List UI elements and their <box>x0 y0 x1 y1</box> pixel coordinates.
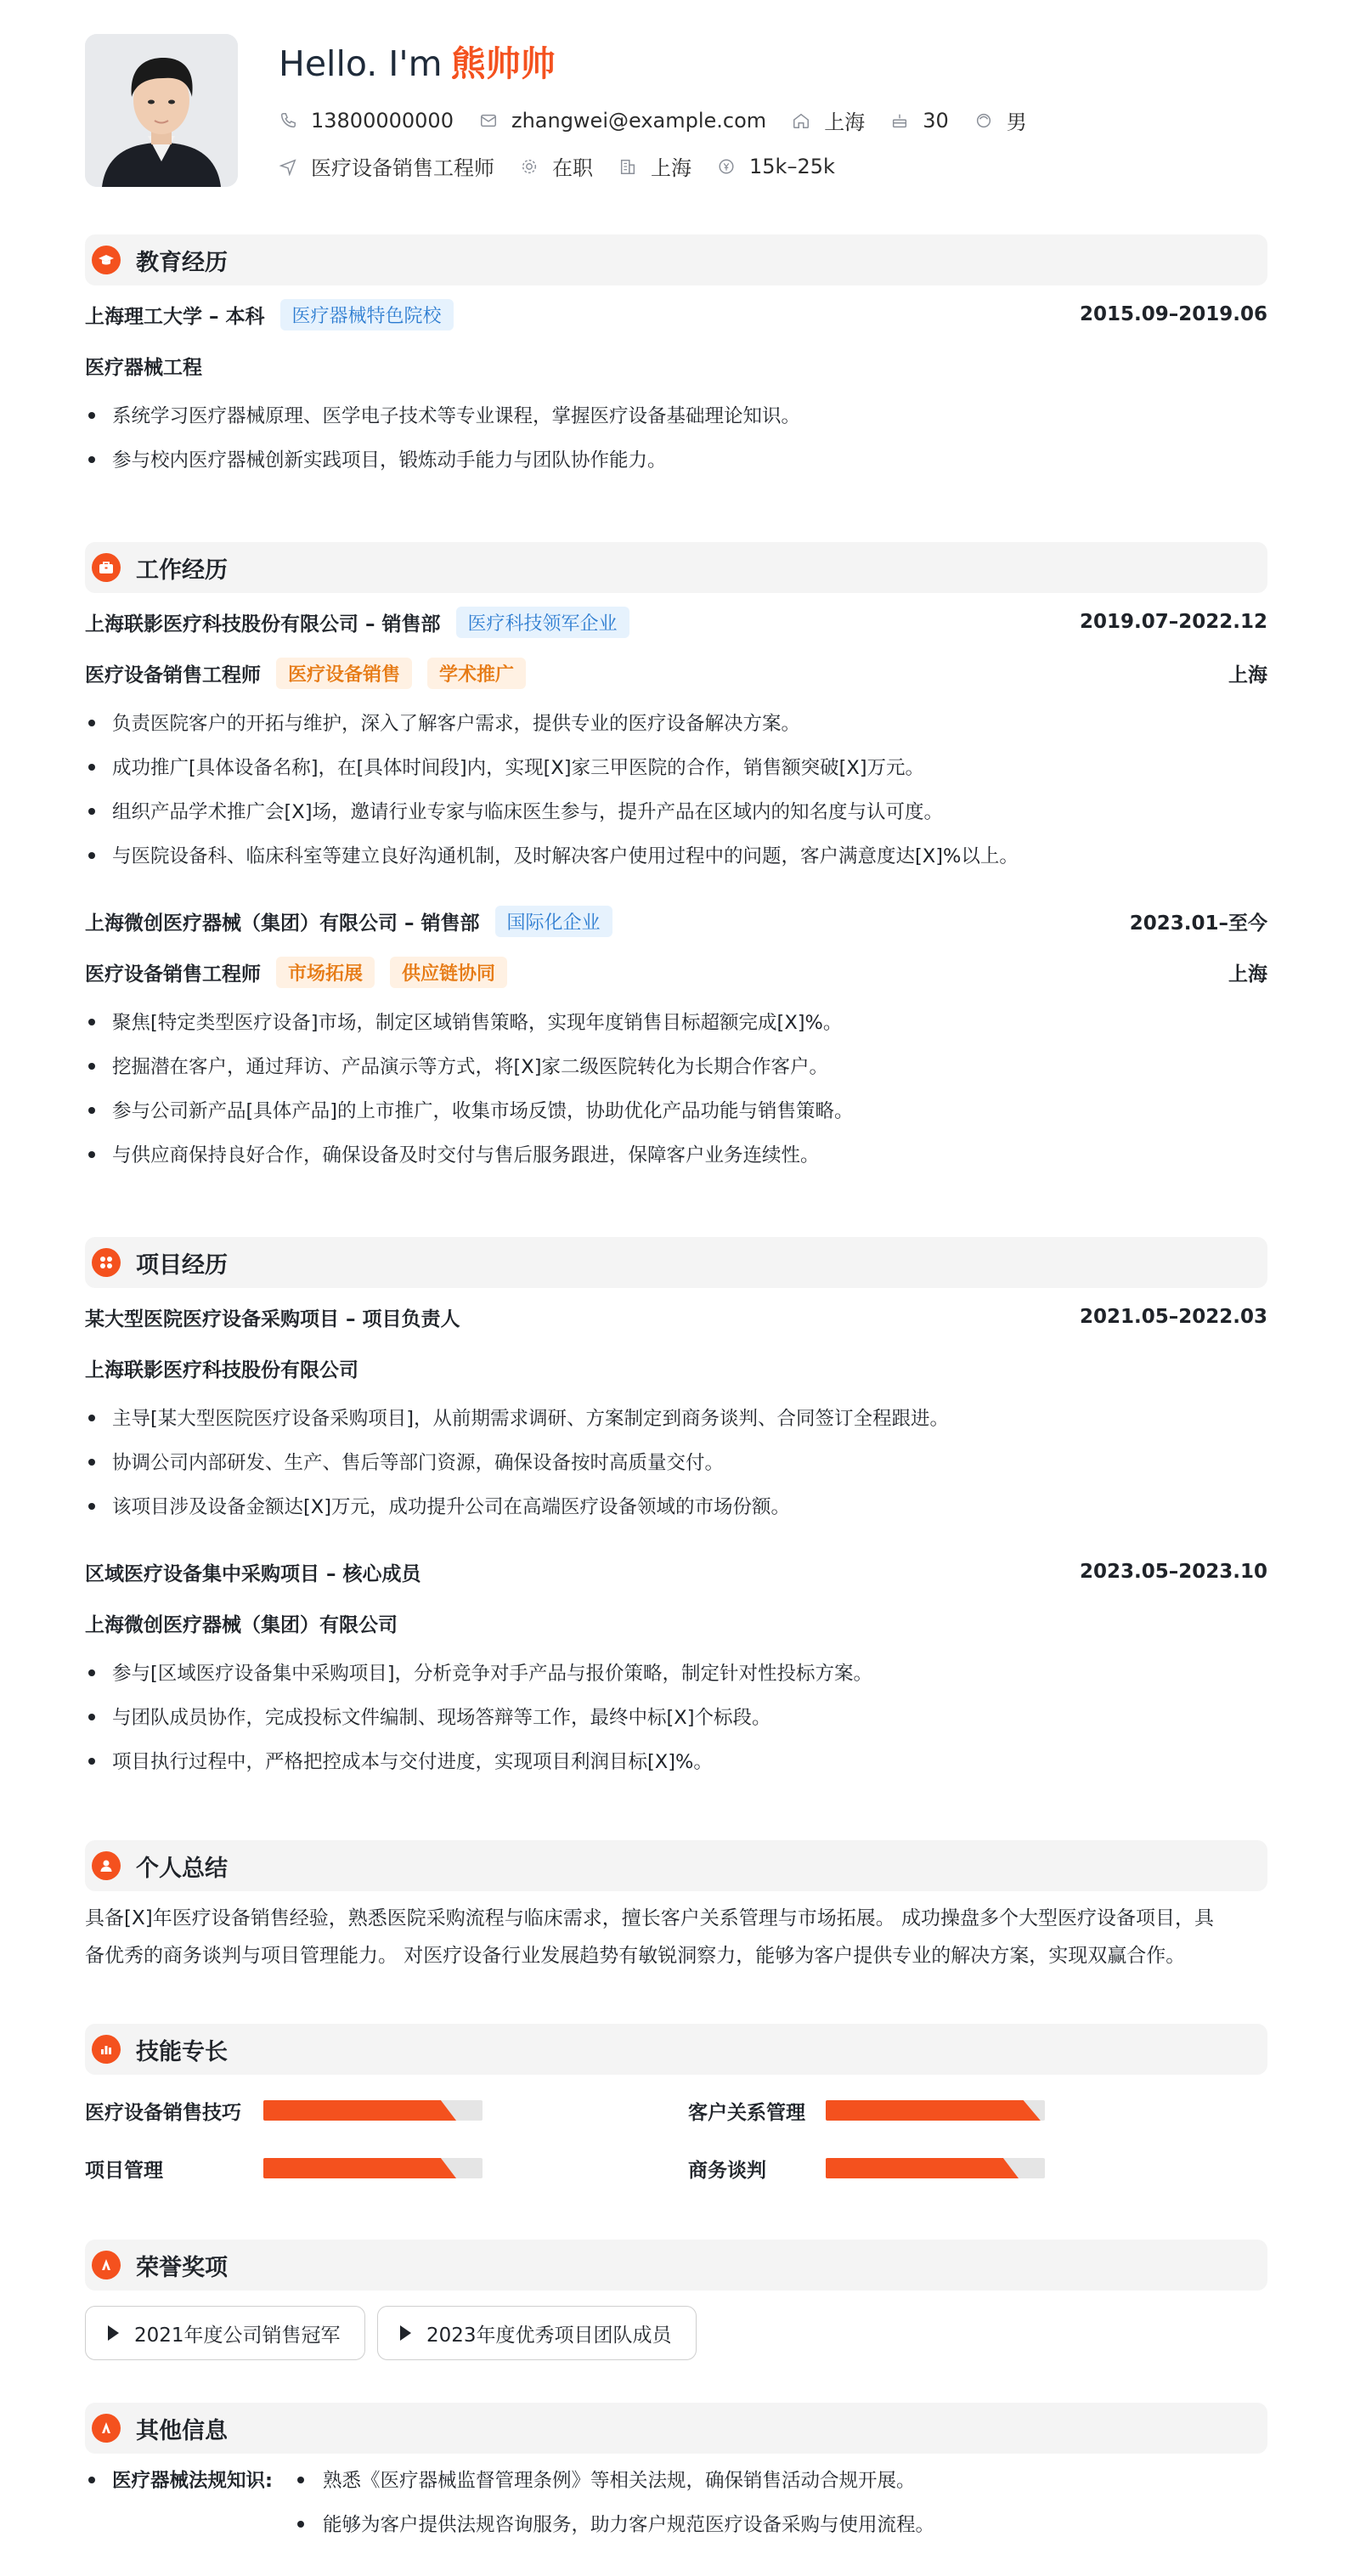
age-info <box>890 109 949 133</box>
list-item: 负责医院客户的开拓与维护，深入了解客户需求，提供专业的医疗设备解决方案。 <box>85 709 1267 736</box>
job-title-text: 医疗设备销售工程师 <box>311 156 494 180</box>
section-title: 项目经历 <box>136 1251 228 1279</box>
section-other <box>85 2403 1267 2454</box>
project-company: 上海联影医疗科技股份有限公司 <box>85 1359 358 1381</box>
role-tag: 供应链协同 <box>390 957 507 988</box>
status-text: 在职 <box>552 156 593 180</box>
list-item: 该项目涉及设备金额达[X]万元，成功提升公司在高端医疗设备领域的市场份额。 <box>85 1492 1267 1519</box>
skill-fill <box>826 2158 1019 2178</box>
skill-label: 商务谈判 <box>688 2160 766 2182</box>
list-item: 与供应商保持良好合作，确保设备及时交付与售后服务跟进，保障客户业务连续性。 <box>85 1140 1267 1167</box>
phone-icon <box>279 111 297 130</box>
section-education <box>85 234 1267 285</box>
salary-info <box>717 155 835 178</box>
role-name: 医疗设备销售工程师 <box>85 664 261 686</box>
other-info-subitem <box>85 2510 1267 2537</box>
job-row <box>279 151 861 181</box>
education-major-row <box>85 348 1267 382</box>
list-item: 聚焦[特定类型医疗设备]市场，制定区域销售策略，实现年度销售目标超额完成[X]%。 <box>85 1008 1267 1035</box>
work-period: 2019.07–2022.12 <box>1079 611 1267 633</box>
project-period: 2021.05–2022.03 <box>1079 1306 1267 1328</box>
gender-text: 男 <box>1006 110 1027 134</box>
company-tag: 国际化企业 <box>495 906 612 937</box>
role-tag: 医疗设备销售 <box>276 658 412 689</box>
bullet-dot <box>297 2521 304 2528</box>
summary-line: 具备[X]年医疗设备销售经验，熟悉医院采购流程与临床需求，擅长客户关系管理与市场拓展。 成功操盘多个大型医疗设备项目，具 <box>85 1907 1215 1929</box>
coin-icon <box>717 157 736 176</box>
list-item: 主导[某大型医院医疗设备采购项目]，从前期需求调研、方案制定到商务谈判、合同签订全程跟进。 <box>85 1404 1267 1431</box>
education-period: 2015.09–2019.06 <box>1079 303 1267 325</box>
other-item-text: 熟悉《医疗器械监督管理条例》等相关法规，确保销售活动合规开展。 <box>323 2470 916 2492</box>
section-skills <box>85 2024 1267 2075</box>
list-item: 挖掘潜在客户，通过拜访、产品演示等方式，将[X]家二级医院转化为长期合作客户。 <box>85 1052 1267 1079</box>
resume <box>85 34 1267 2536</box>
skill-fill <box>826 2100 1041 2121</box>
salary-text: 15k–25k <box>749 154 835 178</box>
other-label: 医疗器械法规知识: <box>112 2470 273 2492</box>
avatar <box>85 34 238 187</box>
section-title: 荣誉奖项 <box>136 2254 228 2281</box>
phone-info <box>279 109 454 133</box>
project-company: 上海微创医疗器械（集团）有限公司 <box>85 1613 398 1636</box>
project-name: 某大型医院医疗设备采购项目 – 项目负责人 <box>85 1308 460 1330</box>
project-company-row <box>85 1351 1267 1385</box>
other-info-item <box>85 2466 1267 2493</box>
section-project <box>85 1237 1267 1288</box>
list-item: 与团队成员协作，完成投标文件编制、现场答辩等工作，最终中标[X]个标段。 <box>85 1703 1267 1730</box>
graduation-cap-icon <box>92 246 121 274</box>
list-item: 参与[区域医疗设备集中采购项目]，分析竞争对手产品与报价策略，制定针对性投标方案。 <box>85 1658 1267 1686</box>
project-name: 区域医疗设备集中采购项目 – 核心成员 <box>85 1562 421 1585</box>
list-item: 参与公司新产品[具体产品]的上市推广，收集市场反馈，协助优化产品功能与销售策略。 <box>85 1096 1267 1123</box>
award-icon <box>92 2414 121 2443</box>
section-title: 技能专长 <box>136 2038 228 2065</box>
user-icon <box>92 1851 121 1880</box>
greeting-heading <box>279 36 556 86</box>
company-name: 上海联影医疗科技股份有限公司 – 销售部 <box>85 613 441 636</box>
company-name: 上海微创医疗器械（集团）有限公司 – 销售部 <box>85 912 480 935</box>
work-role-row <box>85 656 1267 690</box>
section-title: 教育经历 <box>136 249 228 276</box>
gear-icon <box>520 157 539 176</box>
school-name: 上海理工大学 – 本科 <box>85 305 265 328</box>
status-info <box>520 151 593 181</box>
location-text: 上海 <box>824 110 866 134</box>
skill-bar <box>826 2158 1045 2178</box>
greeting-text: Hello. I'm <box>279 43 443 84</box>
project-header <box>85 1555 1267 1589</box>
education-header <box>85 297 1267 331</box>
person-icon <box>974 111 993 130</box>
profile-header <box>85 34 1267 229</box>
award-chip <box>85 2306 365 2360</box>
gender-info <box>974 105 1027 135</box>
age-text: 30 <box>923 108 949 133</box>
list-item: 项目执行过程中，严格把控成本与交付进度，实现项目利润目标[X]%。 <box>85 1747 1267 1774</box>
play-icon <box>400 2325 411 2341</box>
summary-text <box>85 1900 1267 1974</box>
role-tag: 市场拓展 <box>276 957 375 988</box>
section-title: 工作经历 <box>136 556 228 584</box>
target-city-info <box>618 151 691 181</box>
summary-line: 备优秀的商务谈判与项目管理能力。 对医疗设备行业发展趋势有敏锐洞察力，能够为客户提供专业的解决方案，实现双赢合作。 <box>85 1945 1186 1967</box>
role-name: 医疗设备销售工程师 <box>85 963 261 986</box>
project-company-row <box>85 1606 1267 1640</box>
list-item: 成功推广[具体设备名称]，在[具体时间段]内，实现[X]家三甲医院的合作，销售额突破[X]万元。 <box>85 753 1267 780</box>
bullet-dot <box>297 2477 304 2483</box>
work-city: 上海 <box>1228 664 1267 686</box>
section-awards <box>85 2240 1267 2291</box>
award-text: 2021年度公司销售冠军 <box>134 2324 341 2347</box>
skill-fill <box>263 2158 456 2178</box>
award-text: 2023年度优秀项目团队成员 <box>426 2324 672 2347</box>
grid-icon <box>92 1248 121 1277</box>
bar-chart-icon <box>92 2035 121 2064</box>
work-role-row <box>85 955 1267 989</box>
briefcase-icon <box>92 553 121 582</box>
role-tag: 学术推广 <box>427 658 526 689</box>
list-item: 系统学习医疗器械原理、医学电子技术等专业课程，掌握医疗设备基础理论知识。 <box>85 401 1267 428</box>
skill-bar <box>263 2158 483 2178</box>
skill-bar <box>263 2100 483 2121</box>
candidate-name: 熊帅帅 <box>450 43 556 84</box>
skill-fill <box>263 2100 456 2121</box>
school-tag: 医疗器械特色院校 <box>280 299 454 330</box>
section-summary <box>85 1840 1267 1891</box>
email-info <box>479 109 766 133</box>
project-header <box>85 1300 1267 1334</box>
list-item: 组织产品学术推广会[X]场，邀请行业专家与临床医生参与，提升产品在区域内的知名度与认可度。 <box>85 797 1267 824</box>
contact-row <box>279 105 1053 135</box>
company-tag: 医疗科技领军企业 <box>456 607 629 638</box>
list-item: 协调公司内部研发、生产、售后等部门资源，确保设备按时高质量交付。 <box>85 1448 1267 1475</box>
skill-label: 医疗设备销售技巧 <box>85 2102 241 2124</box>
major-name: 医疗器械工程 <box>85 356 202 379</box>
section-work <box>85 542 1267 593</box>
list-item: 与医院设备科、临床科室等建立良好沟通机制，及时解决客户使用过程中的问题，客户满意度达[X]%以上。 <box>85 841 1267 868</box>
award-chip <box>377 2306 697 2360</box>
mail-icon <box>479 111 498 130</box>
project-period: 2023.05–2023.10 <box>1079 1561 1267 1583</box>
work-company-row <box>85 605 1267 639</box>
work-city: 上海 <box>1228 963 1267 986</box>
award-icon <box>92 2251 121 2279</box>
job-title-info <box>279 151 494 181</box>
target-city-text: 上海 <box>651 156 691 180</box>
play-icon <box>108 2325 119 2341</box>
skill-bar <box>826 2100 1045 2121</box>
phone-text: 13800000000 <box>311 108 454 133</box>
list-item: 参与校内医疗器械创新实践项目，锻炼动手能力与团队协作能力。 <box>85 445 1267 472</box>
section-title: 个人总结 <box>136 1855 228 1882</box>
cake-icon <box>890 111 909 130</box>
location-info <box>792 105 865 135</box>
work-period: 2023.01–至今 <box>1129 912 1267 935</box>
home-icon <box>792 111 810 130</box>
other-item-text: 能够为客户提供法规咨询服务，助力客户规范医疗设备采购与使用流程。 <box>323 2514 935 2536</box>
section-title: 其他信息 <box>136 2417 228 2444</box>
skill-label: 客户关系管理 <box>688 2102 805 2124</box>
send-icon <box>279 157 297 176</box>
email-text: zhangwei@example.com <box>511 108 767 133</box>
building-icon <box>618 157 637 176</box>
work-company-row <box>85 904 1267 938</box>
skill-label: 项目管理 <box>85 2160 163 2182</box>
